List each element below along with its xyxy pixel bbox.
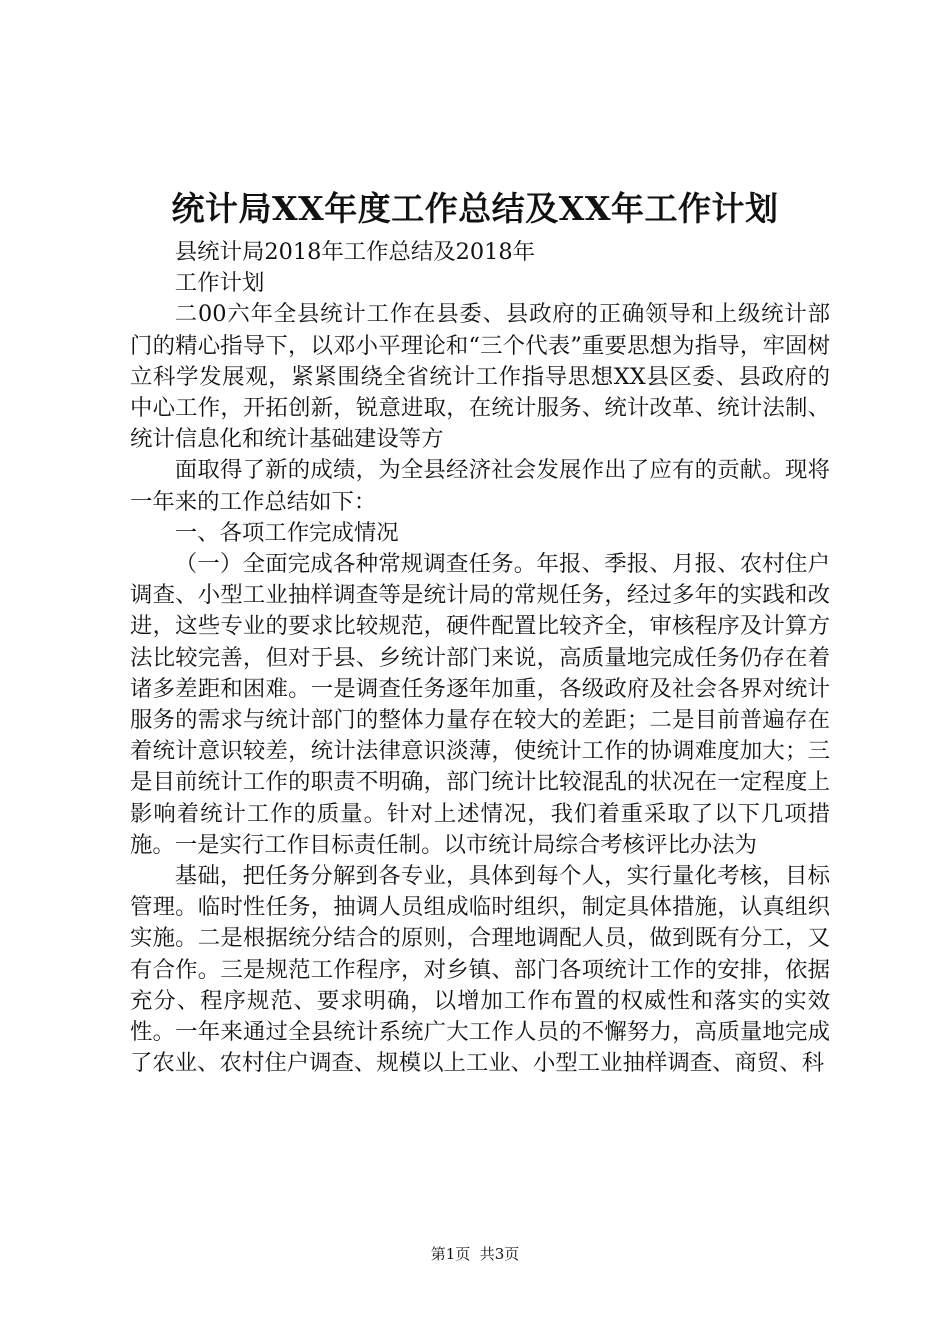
paragraph-achievements: 面取得了新的成绩，为全县经济社会发展作出了应有的贡献。现将一年来的工作总结如下： (130, 457, 830, 515)
paragraph-intro: 二00六年全县统计工作在县委、县政府的正确领导和上级统计部门的精心指导下，以邓小平理论和“三个代表”重要思想为指导，牢固树立科学发展观，紧紧围绕全省统计工作指导思想XX县区委、县政府的中心工作，开拓创新，锐意进取，在统计服务、统计改革、统计法制、统计信息化和统计基础建设等方 (130, 301, 830, 453)
page-number: 第1页 共3页 (430, 1245, 520, 1263)
paragraph-routine-surveys: （一）全面完成各种常规调查任务。年报、季报、月报、农村住户调查、小型工业抽样调查等是统计局的常规任务，经过多年的实践和改进，这些专业的要求比较规范，硬件配置比较齐全，审核程序及计算方法比较完善，但对于县、乡统计部门来说，高质量地完成任务仍存在着诸多差距和困难。一是调查任务逐年加重，各级政府及社会各界对统计服务的需求与统计部门的整体力量存在较大的差距；二是目前普遍存在着统计意识较差，统计法律意识淡薄，使统计工作的协调难度加大；三是目前统计工作的职责不明确，部门统计比较混乱的状况在一定程度上影响着统计工作的质量。针对上述情况，我们着重采取了以下几项措施。一是实行工作目标责任制。以市统计局综合考核评比办法为 (130, 551, 830, 858)
paragraph-subtitle-line1: 县统计局2018年工作总结及2018年 (174, 239, 536, 265)
section-heading-1: 一、各项工作完成情况 (174, 519, 399, 546)
page-footer (0, 1244, 950, 1264)
document-body (130, 237, 830, 1079)
paragraph-subtitle-line2: 工作计划 (174, 270, 265, 297)
document-title: 统计局XX年度工作总结及XX年工作计划 (171, 189, 779, 228)
paragraph-measures: 基础，把任务分解到各专业，具体到每个人，实行量化考核，目标管理。临时性任务，抽调人员组成临时组织，制定具体措施，认真组织实施。二是根据统分结合的原则，合理地调配人员，做到既有分工，又有合作。三是规范工作程序，对乡镇、部门各项统计工作的安排，依据充分、程序规范、要求明确，以增加工作布置的权威性和落实的实效性。一年来通过全县统计系统广大工作人员的不懈努力，高质量地完成了农业、农村住户调查、规模以上工业、小型工业抽样调查、商贸、科 (130, 863, 830, 1077)
